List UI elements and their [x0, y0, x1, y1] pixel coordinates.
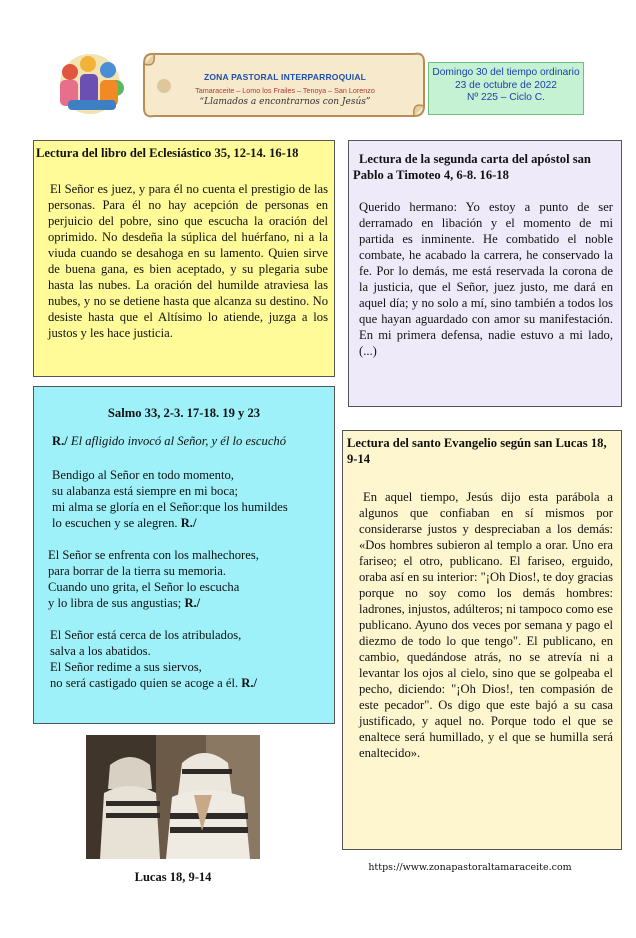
response-mark: R./	[180, 516, 197, 530]
date-box	[428, 62, 584, 115]
psalm	[33, 386, 335, 724]
gospel-title: Lectura del santo Evangelio según san Lucas 18, 9-14	[347, 436, 607, 466]
motto: “Llamados a encontrarnos con Jesús”	[199, 97, 371, 107]
banner-text	[160, 72, 410, 107]
psalm-stanza-3: El Señor está cerca de los atribulados, salva a los abatidos. El Señor redime a sus siervos, no será castigado quien se acoge a él. R./	[50, 628, 258, 690]
date-line-2: 23 de octubre de 2022	[455, 79, 557, 91]
timoteo-title: Lectura de la segunda carta del apóstol san Pablo a Timoteo 4, 6-8. 16-18	[353, 152, 591, 182]
pharisee-publican-illustration	[86, 735, 260, 859]
response-mark: R./	[184, 596, 201, 610]
response-text: El afligido invocó al Señor, y él lo escuchó	[70, 434, 287, 448]
psalm-response	[34, 421, 334, 449]
psalm-stanza-2: El Señor se enfrenta con los malhechores, para borrar de la tierra su memoria. Cuando uno grita, el Señor lo escucha y lo libra de sus angustias; R./	[48, 548, 259, 610]
website-link[interactable]: https://www.zonapastoraltamaraceite.com	[368, 862, 572, 873]
places: Tamaraceite – Lomo los Frailes – Tenoya – San Lorenzo	[195, 86, 375, 95]
gospel-text: En aquel tiempo, Jesús dijo esta parábola a algunos que confiaban en sí mismos por considerarse justos y despreciaban a los demás: «Dos hombres subieron al templo a orar. Uno era fariseo; el otro, publicano. El fariseo, erguido, oraba así en su interior: "¡Oh Dios!, te doy gracias porque no soy como los demás hombres: ladrones, injustos, adúlteros; ni tampoco como ese publicano. Ayuno dos veces por semana y pago el diezmo de todo lo que tengo". El publicano, en cambio, quedándose atrás, no se atrevía ni a levantar los ojos al cielo, sino que se golpeaba el pecho, diciendo: "¡Oh Dios!, ten compasión de este pecador". Os digo que este bajó a su casa justificado, y aquel no. Porque todo el que se enaltece será humillado, y el que se humilla será enaltecido».	[359, 490, 613, 760]
reading-eclesiastico	[33, 140, 335, 377]
reading-timoteo	[348, 140, 622, 407]
date-line-3: Nº 225 – Ciclo C.	[467, 92, 545, 103]
org-name: ZONA PASTORAL INTERPARROQUIAL	[203, 72, 367, 82]
eclesiastico-title: Lectura del libro del Eclesiástico 35, 12-14. 16-18	[36, 146, 299, 160]
timoteo-text: Querido hermano: Yo estoy a punto de ser derramado en libación y el momento de mi partida es inminente. He combatido el noble combate, he acabado la carrera, he conservado la fe. Por lo demás, me está reservada la corona de la justicia, que el Señor, juez justo, me dará en aquel día; y no solo a mí, sino también a todos los que hayan aguardado con amor su manifestación. En mi primera defensa, nadie estuvo a mi lado, (...)	[359, 200, 613, 358]
gospel-reading	[342, 430, 622, 850]
image-caption: Lucas 18, 9-14	[134, 870, 212, 884]
parish-logo	[50, 50, 136, 120]
response-label: R./	[52, 434, 68, 448]
response-mark: R./	[241, 676, 258, 690]
eclesiastico-text: El Señor es juez, y para él no cuenta el prestigio de las personas. Para él no hay acepción de personas en perjuicio del pobre, sino que escucha la oración del oprimido. No desdeña la súplica del huérfano, ni a la viuda cuando se desahoga en su lamento. Quien sirve de buena gana, es bien aceptado, y su plegaria sube hasta las nubes. La oración del humilde atraviesa las nubes, y no se detiene hasta que alcanza su destino. No desiste hasta que el Altísimo lo atiende, juzga a los justos y les hace justicia.	[48, 182, 328, 340]
psalm-title: Salmo 33, 2-3. 17-18. 19 y 23	[107, 406, 261, 420]
date-line-1: Domingo 30 del tiempo ordinario	[432, 67, 580, 78]
psalm-stanza-1: Bendigo al Señor en todo momento, su alabanza está siempre en mi boca; mi alma se gloría en el Señor:que los humildes lo escuchen y se alegren. R./	[52, 468, 288, 530]
